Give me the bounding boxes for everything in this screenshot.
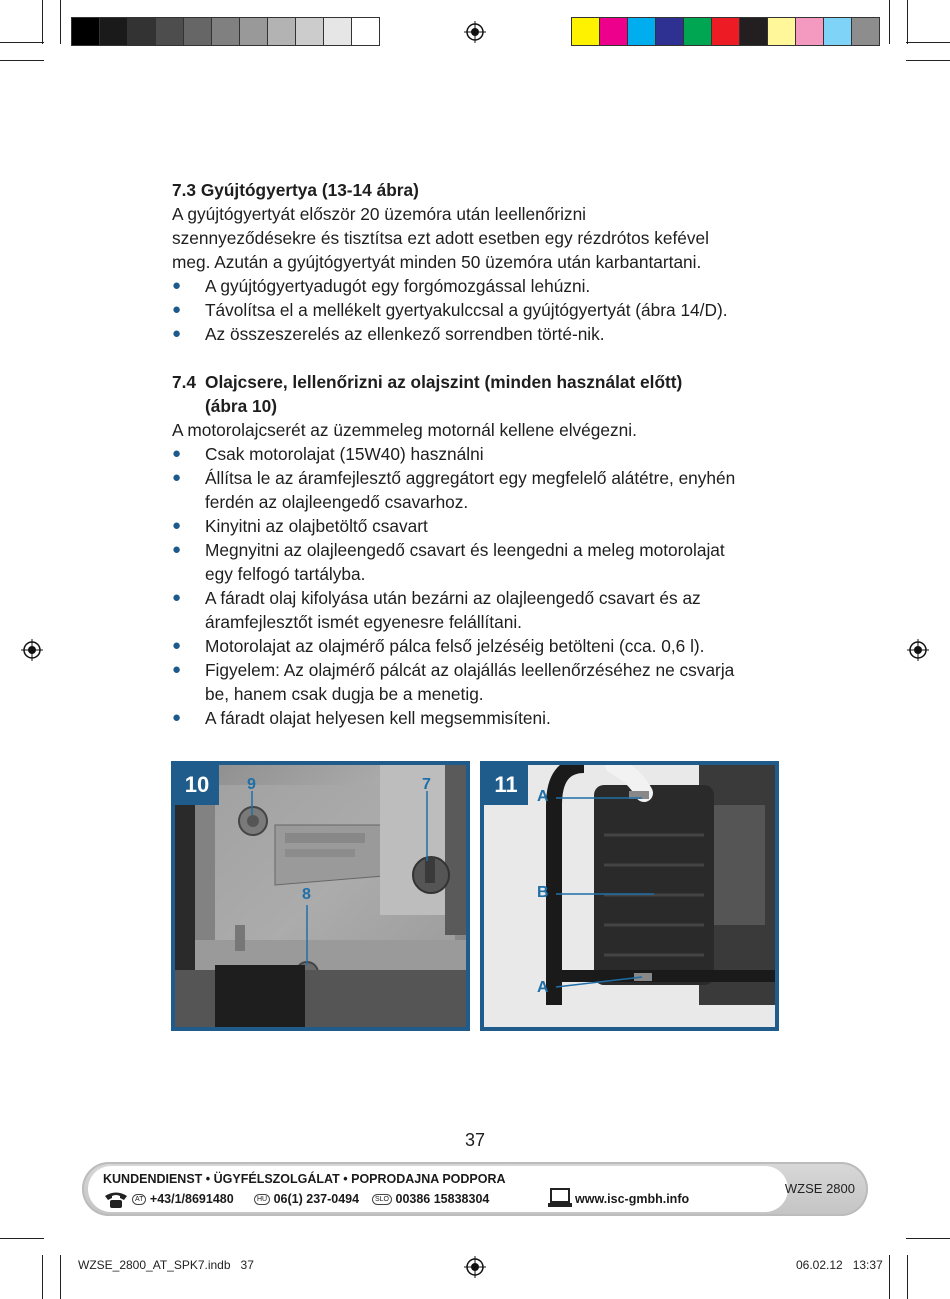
manual-text-column — [172, 178, 782, 730]
country-badge-slo: SLO — [372, 1194, 392, 1205]
color-swatch — [127, 17, 156, 46]
color-swatch — [351, 17, 380, 46]
section-7-4-paragraph: A motorolajcserét az üzemmeleg motornál kellene elvégezni. — [172, 420, 637, 440]
callout-label: 8 — [302, 886, 311, 903]
bullet-icon: ● — [172, 445, 182, 462]
color-swatch — [211, 17, 240, 46]
section-7-3-heading: 7.3 Gyújtógyertya (13-14 ábra) — [172, 180, 419, 200]
bullet-icon: ● — [172, 517, 182, 534]
color-swatch — [155, 17, 184, 46]
list-item: ● Megnyitni az olajleengedő csavart és leengedni a meleg motorolajat egy felfogó tartályba. — [172, 540, 725, 584]
color-swatch — [851, 17, 880, 46]
callout-label: B — [537, 884, 549, 901]
list-item: ● A fáradt olajat helyesen kell megsemmisíteni. — [172, 708, 551, 728]
page-number: 37 — [464, 1130, 486, 1150]
registration-mark-left-icon — [21, 639, 43, 661]
figure-number-11: 11 — [484, 765, 528, 805]
print-datetime: 06.02.12 13:37 — [796, 1258, 883, 1272]
registration-mark-right-icon — [907, 639, 929, 661]
color-swatch — [739, 17, 768, 46]
list-item: ● Állítsa le az áramfejlesztő aggregátort egy megfelelő alátétre, enyhén ferdén az olajleengedő csavarhoz. — [172, 468, 736, 512]
list-item: ● Távolítsa el a mellékelt gyertyakulccsal a gyújtógyertyát (ábra 14/D). — [172, 300, 728, 320]
list-item: ● Csak motorolajat (15W40) használni — [172, 444, 484, 464]
section-7-3-paragraph-line: meg. Azután a gyújtógyertyát minden 50 üzemóra után karbantartani. — [172, 252, 702, 272]
bullet-icon: ● — [172, 277, 182, 294]
bullet-icon: ● — [172, 661, 182, 678]
section-7-4-heading-line: Olajcsere, lellenőrizni az olajszint (minden használat előtt) — [205, 372, 683, 392]
color-swatch — [711, 17, 740, 46]
figure-number-10: 10 — [175, 765, 219, 805]
computer-icon — [548, 1188, 572, 1208]
color-swatch — [823, 17, 852, 46]
registration-mark-bottom-icon — [464, 1256, 486, 1278]
bullet-icon: ● — [172, 709, 182, 726]
bullet-icon: ● — [172, 325, 182, 342]
bullet-icon: ● — [172, 589, 182, 606]
list-item: ● A gyújtógyertyadugót egy forgómozgással lehúzni. — [172, 276, 591, 296]
color-swatch — [323, 17, 352, 46]
list-item: ● Figyelem: Az olajmérő pálcát az olajállás leellenőrzéséhez ne csvarja be, hanem csak dugja be a menetig. — [172, 660, 735, 704]
color-swatch — [795, 17, 824, 46]
color-swatch — [627, 17, 656, 46]
section-7-3-paragraph-line: A gyújtógyertyát először 20 üzemóra után leellenőrizni — [172, 204, 587, 224]
country-badge-at: AT — [132, 1194, 146, 1205]
file-slug: WZSE_2800_AT_SPK7.indb 37 — [78, 1258, 254, 1272]
color-swatch — [655, 17, 684, 46]
bullet-icon: ● — [172, 469, 182, 486]
callout-label: A — [537, 979, 549, 996]
website-link[interactable]: www.isc-gmbh.info — [575, 1192, 690, 1206]
section-7-4-number: 7.4 — [172, 372, 197, 392]
callout-label: 7 — [422, 776, 431, 793]
bullet-icon: ● — [172, 637, 182, 654]
list-item: ● Motorolajat az olajmérő pálca felső jelzéséig betölteni (cca. 0,6 l). — [172, 636, 705, 656]
color-swatch — [239, 17, 268, 46]
color-swatch — [683, 17, 712, 46]
section-7-4-bullet-list — [172, 442, 782, 730]
color-swatch — [99, 17, 128, 46]
phone-slo: 00386 15838304 — [395, 1192, 490, 1206]
color-swatch — [295, 17, 324, 46]
callout-label: 9 — [247, 776, 256, 793]
telephone-icon — [103, 1190, 129, 1210]
phone-at: +43/1/8691480 — [149, 1192, 234, 1206]
registration-mark-top-icon — [464, 21, 486, 43]
section-7-3-bullet-list — [172, 274, 782, 346]
callout-label: A — [537, 788, 549, 805]
color-swatch — [71, 17, 100, 46]
figure-11 — [480, 761, 779, 1031]
service-hotline-title: KUNDENDIENST • ÜGYFÉLSZOLGÁLAT • POPRODAJNA PODPORA — [103, 1172, 506, 1186]
section-7-3-paragraph-line: szennyeződésekre és tisztítsa ezt adott esetben egy rézdrótos kefével — [172, 228, 709, 248]
bullet-icon: ● — [172, 541, 182, 558]
country-badge-hu: HU — [254, 1194, 270, 1205]
figure-10 — [171, 761, 470, 1031]
color-swatch — [183, 17, 212, 46]
list-item: ● Az összeszerelés az ellenkező sorrendben törté-nik. — [172, 324, 605, 344]
color-swatch — [571, 17, 600, 46]
section-7-4-heading — [172, 370, 782, 418]
bullet-icon: ● — [172, 301, 182, 318]
list-item: ● Kinyitni az olajbetöltő csavart — [172, 516, 428, 536]
list-item: ● A fáradt olaj kifolyása után bezárni az olajleengedő csavart és az áramfejlesztőt ismét egyenesre felállítani. — [172, 588, 701, 632]
color-swatch — [267, 17, 296, 46]
color-swatch — [599, 17, 628, 46]
section-7-4-heading-line: (ábra 10) — [205, 396, 278, 416]
color-swatch — [767, 17, 796, 46]
phone-hu: 06(1) 237-0494 — [273, 1192, 360, 1206]
model-label: WZSE 2800 — [784, 1181, 855, 1196]
